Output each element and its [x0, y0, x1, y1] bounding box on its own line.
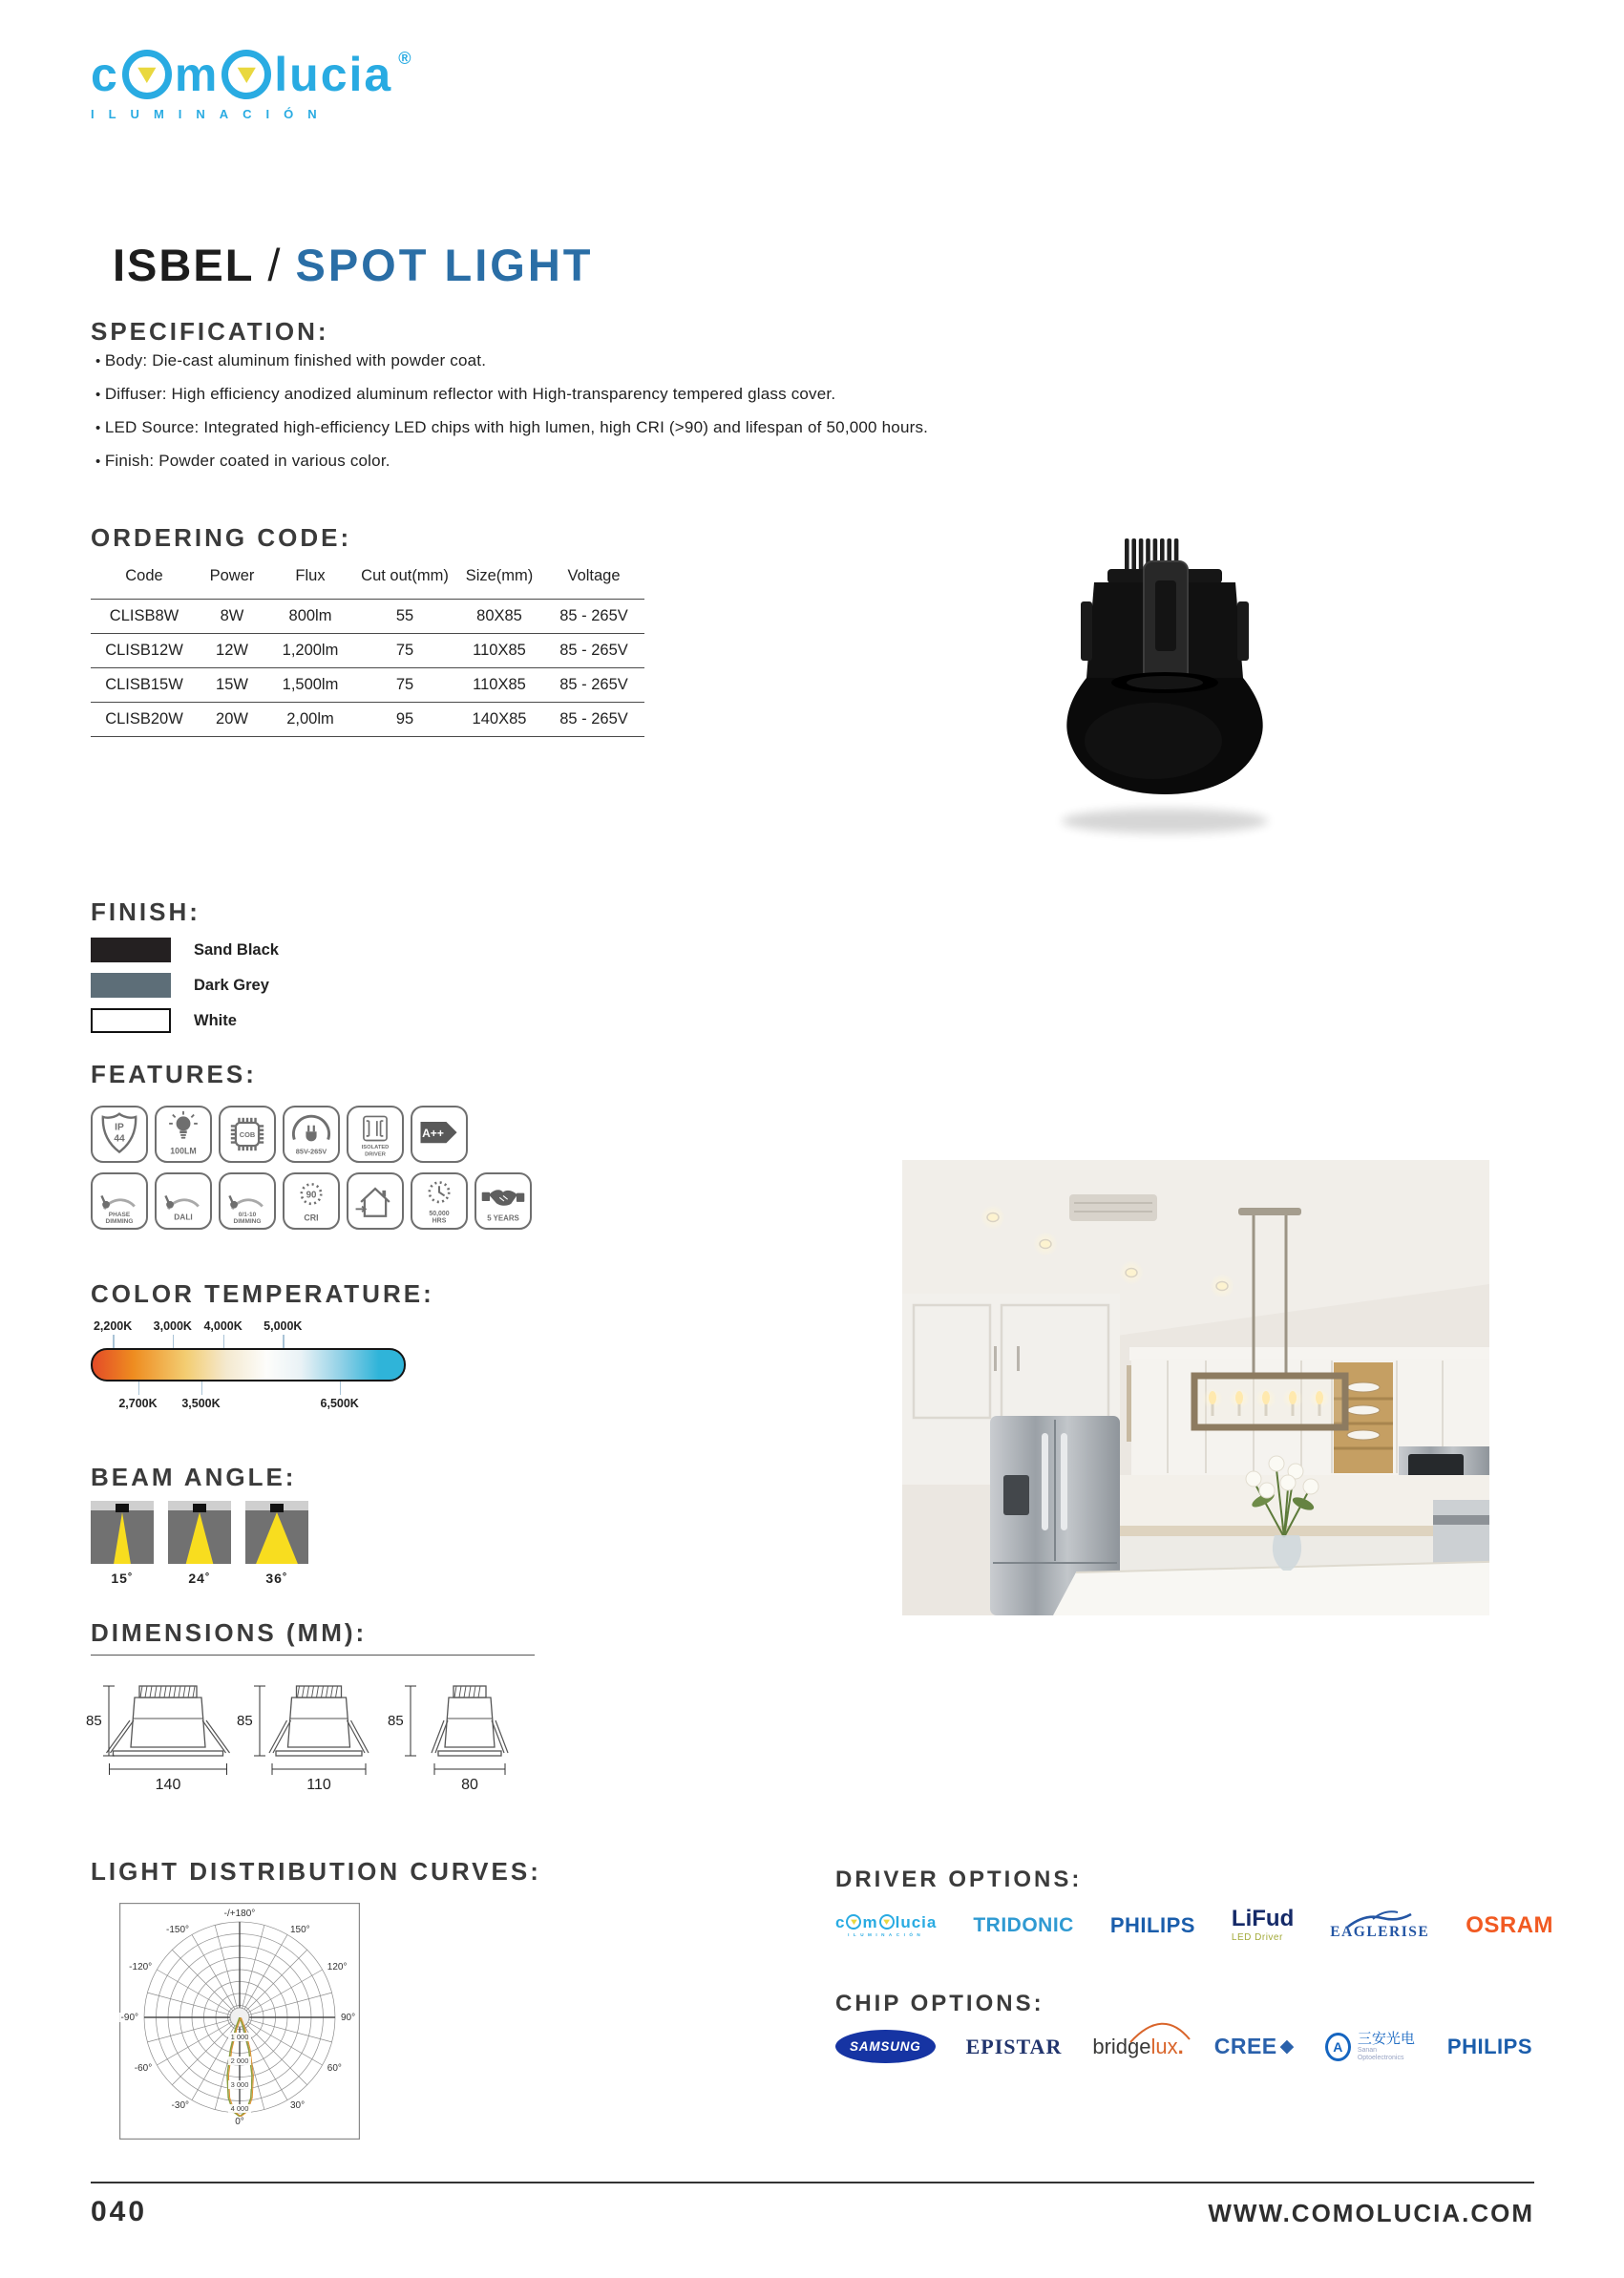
beam-angle-label: 36˚	[265, 1571, 288, 1586]
table-row	[91, 600, 644, 634]
dimension-figure	[235, 1671, 386, 1798]
tick-mark	[173, 1335, 175, 1348]
brand-logo	[91, 50, 413, 121]
tick-mark	[138, 1382, 140, 1395]
cri-icon	[283, 1172, 340, 1230]
page-number: 040	[91, 2196, 148, 2227]
svg-text:-60°: -60°	[134, 2063, 153, 2074]
svg-text:80: 80	[461, 1777, 478, 1793]
table-cell: 85 - 265V	[543, 634, 644, 668]
color-temp-top-ticks	[91, 1335, 406, 1348]
beam-angle-diagram	[168, 1501, 231, 1564]
svg-text:DRIVER: DRIVER	[365, 1151, 386, 1158]
specification-heading: SPECIFICATION:	[91, 317, 329, 346]
dimension-figure	[386, 1671, 537, 1798]
phase-dimming-icon	[91, 1172, 148, 1230]
logo-o-mark	[221, 50, 271, 99]
spec-bullet: • Diffuser: High efficiency anodized aluminum reflector with High-transparency tempered glass cover.	[95, 385, 928, 404]
table-cell: 110X85	[455, 668, 543, 703]
svg-text:2 000: 2 000	[230, 2057, 249, 2065]
bridgelux-arc-icon	[1128, 2022, 1192, 2043]
brand-logo-philips: PHILIPS	[1446, 2034, 1532, 2058]
svg-text:IP: IP	[115, 1122, 124, 1133]
light-distribution-heading: LIGHT DISTRIBUTION CURVES:	[91, 1857, 541, 1886]
table-cell: 15W	[198, 668, 266, 703]
table-cell: 85 - 265V	[543, 668, 644, 703]
kelvin-label: 3,000K	[153, 1319, 192, 1333]
tick-mark	[283, 1335, 285, 1348]
brand-logo-subtitle: ILUMINACIÓN	[91, 107, 331, 121]
svg-text:85: 85	[388, 1713, 404, 1729]
finish-options	[91, 938, 279, 1044]
table-cell: 55	[354, 600, 455, 634]
lifespan-icon	[411, 1172, 468, 1230]
svg-text:4 000: 4 000	[230, 2104, 249, 2113]
svg-text:85: 85	[86, 1713, 102, 1729]
chip-options-heading: CHIP OPTIONS:	[835, 1991, 1044, 2016]
color-temperature-heading: COLOR TEMPERATURE:	[91, 1279, 434, 1308]
table-column-header: Code	[125, 567, 163, 584]
finish-swatch	[91, 1008, 171, 1033]
interior-photo	[902, 1160, 1489, 1615]
table-column-header: Voltage	[567, 567, 621, 584]
table-column-header: Size(mm)	[465, 567, 534, 584]
isolated-driver-icon	[347, 1106, 404, 1163]
spec-bullet: • Body: Die-cast aluminum finished with powder coat.	[95, 351, 928, 370]
driver-options-logos	[835, 1906, 1554, 1943]
tick-mark	[113, 1335, 115, 1348]
brand-logo-sanan: A 三安光电 Sanan Optoelectronics	[1325, 2031, 1417, 2062]
svg-text:85V-265V: 85V-265V	[295, 1147, 327, 1156]
svg-text:85: 85	[237, 1713, 253, 1729]
svg-text:150°: 150°	[290, 1925, 310, 1936]
svg-text:30°: 30°	[290, 2099, 306, 2111]
dimension-drawing	[235, 1671, 386, 1793]
kelvin-label: 3,500K	[181, 1397, 221, 1410]
svg-text:DIMMING: DIMMING	[105, 1218, 134, 1226]
svg-text:60°: 60°	[327, 2063, 342, 2074]
ordering-table-header-row	[91, 561, 644, 600]
table-cell: 12W	[198, 634, 266, 668]
chip-options-logos	[835, 2030, 1532, 2063]
table-cell: 75	[354, 668, 455, 703]
website-url: WWW.COMOLUCIA.COM	[1208, 2199, 1534, 2227]
svg-text:44: 44	[114, 1133, 125, 1145]
svg-text:-150°: -150°	[165, 1925, 189, 1936]
beam-angle-tile	[245, 1501, 308, 1586]
table-cell: 1,200lm	[266, 634, 354, 668]
table-cell: 75	[354, 634, 455, 668]
svg-text:100LM: 100LM	[170, 1146, 197, 1156]
finish-swatch	[91, 938, 171, 962]
table-cell: 95	[354, 703, 455, 737]
color-temperature-scale	[91, 1319, 406, 1424]
beam-angle-label: 24˚	[188, 1571, 211, 1586]
brand-logo-samsung: SAMSUNG	[835, 2030, 936, 2063]
ordering-table-body	[91, 600, 644, 737]
logo-triangle-icon	[137, 66, 157, 83]
table-cell: CLISB8W	[91, 600, 198, 634]
finish-option	[91, 973, 279, 998]
features-row-1	[91, 1106, 468, 1163]
brand-logo-word: c m lucia ®	[91, 48, 413, 101]
beam-angle-tiles	[91, 1501, 308, 1586]
features-row-2	[91, 1172, 532, 1230]
color-temp-gradient-bar	[91, 1348, 406, 1382]
finish-heading: FINISH:	[91, 897, 200, 926]
table-cell: CLISB15W	[91, 668, 198, 703]
table-row	[91, 668, 644, 703]
ip44-icon	[91, 1106, 148, 1163]
table-cell: 85 - 265V	[543, 703, 644, 737]
table-column-header: Flux	[295, 567, 326, 584]
svg-text:PHASE: PHASE	[108, 1211, 131, 1218]
dimension-figure	[84, 1671, 235, 1798]
dimension-drawings	[84, 1671, 537, 1798]
finish-swatch	[91, 973, 171, 998]
voltage-range-icon	[283, 1106, 340, 1163]
svg-text:50,000: 50,000	[429, 1210, 450, 1217]
polar-chart	[119, 1903, 360, 2140]
ordering-table	[91, 561, 644, 737]
footer-rule	[91, 2182, 1534, 2183]
indoor-use-icon	[347, 1172, 404, 1230]
svg-text:1 000: 1 000	[230, 2033, 249, 2041]
svg-text:0/1-10: 0/1-10	[238, 1211, 257, 1218]
svg-text:5 YEARS: 5 YEARS	[487, 1213, 519, 1223]
finish-option	[91, 938, 279, 962]
brand-logo-cree: CREE ◆	[1213, 2034, 1295, 2058]
table-cell: 8W	[198, 600, 266, 634]
svg-text:120°: 120°	[327, 1962, 348, 1972]
finish-label: Sand Black	[194, 940, 279, 959]
cob-led-icon	[219, 1106, 276, 1163]
spec-bullet: • LED Source: Integrated high-efficiency LED chips with high lumen, high CRI (>90) and lifespan of 50,000 hours.	[95, 418, 928, 437]
color-temp-bottom-ticks	[91, 1382, 406, 1395]
cree-diamond-icon: ◆	[1279, 2036, 1295, 2057]
product-name: ISBEL	[113, 240, 255, 290]
dimension-drawing	[84, 1671, 235, 1793]
dimension-drawing	[386, 1671, 537, 1793]
dimensions-heading: DIMENSIONS (MM):	[91, 1618, 368, 1647]
table-cell: 110X85	[455, 634, 543, 668]
specification-list	[95, 351, 928, 485]
color-temp-top-labels	[91, 1319, 406, 1335]
warranty-icon	[475, 1172, 532, 1230]
svg-text:110: 110	[306, 1777, 331, 1793]
finish-label: Dark Grey	[194, 976, 269, 994]
beam-angle-diagram	[245, 1501, 308, 1564]
tick-mark	[201, 1382, 203, 1395]
brand-logo-comolucia: c m lucia ILUMINACIÓN	[835, 1912, 938, 1937]
driver-options-heading: DRIVER OPTIONS:	[835, 1867, 1083, 1892]
svg-text:-90°: -90°	[120, 2013, 138, 2023]
table-cell: 1,500lm	[266, 668, 354, 703]
spec-bullet: • Finish: Powder coated in various color.	[95, 452, 928, 471]
dimensions-rule	[91, 1655, 535, 1656]
logo-o-mark	[122, 50, 172, 99]
tick-mark	[223, 1335, 225, 1348]
svg-text:0°: 0°	[235, 2117, 244, 2127]
product-category: SPOT LIGHT	[295, 240, 594, 290]
lumen-icon	[155, 1106, 212, 1163]
svg-text:A++: A++	[422, 1126, 444, 1140]
kelvin-label: 5,000K	[264, 1319, 303, 1333]
logo-triangle-icon	[237, 66, 256, 83]
brand-logo-philips: PHILIPS	[1109, 1912, 1195, 1937]
kelvin-label: 2,200K	[93, 1319, 133, 1333]
table-column-header: Cut out(mm)	[361, 567, 449, 584]
svg-text:-120°: -120°	[129, 1962, 153, 1972]
svg-text:-30°: -30°	[171, 2099, 189, 2111]
table-row	[91, 703, 644, 737]
kelvin-label: 2,700K	[118, 1397, 158, 1410]
svg-text:140: 140	[155, 1777, 181, 1793]
finish-option	[91, 1008, 279, 1033]
0-1-10-dimming-icon	[219, 1172, 276, 1230]
table-cell: CLISB12W	[91, 634, 198, 668]
beam-angle-tile	[168, 1501, 231, 1586]
sanan-circle-icon: A	[1325, 2033, 1351, 2061]
svg-text:COB: COB	[239, 1129, 256, 1139]
svg-text:ISOLATED: ISOLATED	[361, 1144, 390, 1150]
svg-text:DIMMING: DIMMING	[233, 1218, 262, 1226]
beam-angle-diagram	[91, 1501, 154, 1564]
svg-text:90°: 90°	[341, 2013, 356, 2023]
table-cell: 2,00lm	[266, 703, 354, 737]
brand-logo-eaglerise: EAGLERISE	[1330, 1910, 1429, 1940]
table-cell: 85 - 265V	[543, 600, 644, 634]
brand-logo-epistar: EPISTAR	[965, 2034, 1063, 2058]
table-cell: 20W	[198, 703, 266, 737]
brand-logo-tridonic: TRIDONIC	[973, 1913, 1074, 1936]
table-cell: 140X85	[455, 703, 543, 737]
table-column-header: Power	[209, 567, 255, 584]
beam-angle-heading: BEAM ANGLE:	[91, 1463, 297, 1491]
svg-text:-/+180°: -/+180°	[223, 1909, 256, 1919]
table-cell: 800lm	[266, 600, 354, 634]
color-temp-bottom-labels	[91, 1397, 406, 1412]
registered-mark: ®	[398, 49, 413, 68]
table-cell: CLISB20W	[91, 703, 198, 737]
kelvin-label: 4,000K	[203, 1319, 243, 1333]
finish-label: White	[194, 1011, 237, 1029]
table-row	[91, 634, 644, 668]
tick-mark	[340, 1382, 342, 1395]
svg-text:90: 90	[306, 1190, 317, 1201]
svg-text:DALI: DALI	[174, 1212, 193, 1222]
beam-angle-label: 15˚	[111, 1571, 134, 1586]
light-distribution-chart	[119, 1903, 360, 2144]
features-heading: FEATURES:	[91, 1060, 257, 1088]
svg-text:CRI: CRI	[304, 1213, 319, 1223]
brand-logo-osram: OSRAM	[1466, 1911, 1554, 1938]
dali-icon	[155, 1172, 212, 1230]
brand-logo-lifud: LiFud LED Driver	[1231, 1906, 1295, 1943]
svg-text:HRS: HRS	[432, 1217, 447, 1225]
ordering-code-heading: ORDERING CODE:	[91, 523, 352, 552]
title-separator: /	[267, 240, 283, 290]
energy-class-icon	[411, 1106, 468, 1163]
page-title	[113, 239, 593, 291]
kelvin-label: 6,500K	[320, 1397, 359, 1410]
product-photo	[1012, 514, 1318, 857]
table-cell: 80X85	[455, 600, 543, 634]
beam-angle-tile	[91, 1501, 154, 1586]
svg-text:3 000: 3 000	[230, 2080, 249, 2089]
brand-logo-bridgelux: bridgelux.	[1092, 2035, 1183, 2059]
